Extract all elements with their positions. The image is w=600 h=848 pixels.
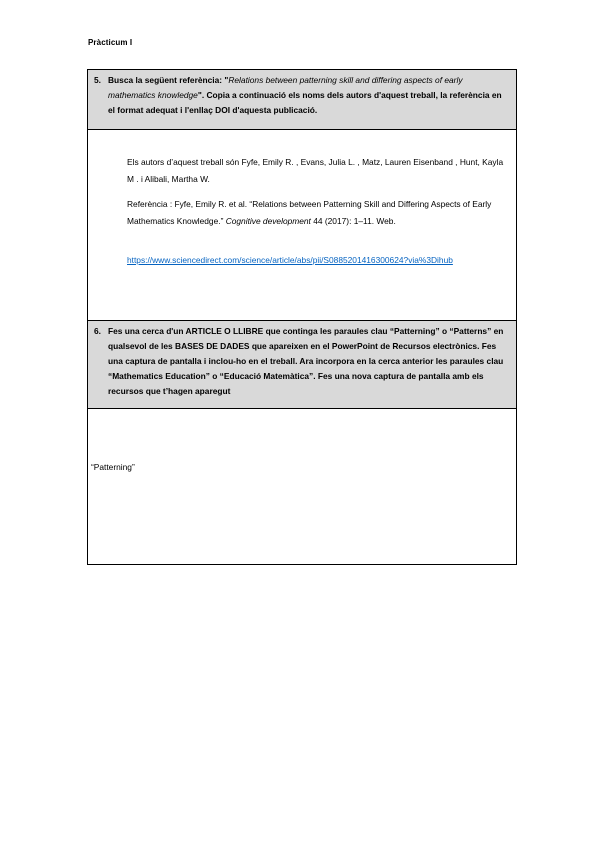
reference-paragraph <box>127 196 512 230</box>
answer-6 <box>88 409 516 564</box>
doi-paragraph <box>127 252 512 269</box>
question-text <box>108 73 506 127</box>
question-6 <box>88 321 516 409</box>
question-text-part: ". Copia a continuació els noms dels autors d'aquest treball, la referència en el format adequat i l'enllaç DOI d'aquesta publicació. <box>108 90 502 115</box>
exercise-table <box>87 69 517 565</box>
reference-text: Referència : Fyfe, Emily R. et al. “Relations between Patterning Skill and Differing Aspects of Early Mathematics Knowledge.” <box>127 199 492 226</box>
question-text: Fes una cerca d'un ARTICLE O LLIBRE que continga les paraules clau “Patterning” o “Patterns” en qualsevol de les BASES DE DADES que apareixen en el PowerPoint de Recursos electrònics. Fes una captura de pantalla i inclou-ho en el treball. Ara incorpora en la cerca anterior les paraules clau “Mathematics Education” o “Educació Matemàtica”. Fes una nova captura de pantalla amb els recursos que t’hagen aparegut <box>108 326 504 396</box>
answer-text: “Patterning” <box>91 462 135 472</box>
question-text-part: Busca la següent referència: " <box>108 75 229 85</box>
question-number: 6. <box>94 326 101 336</box>
page-header: Pràcticum I <box>88 38 133 47</box>
question-5 <box>88 70 516 130</box>
authors-paragraph: Els autors d’aquest treball són Fyfe, Emily R. , Evans, Julia L. , Matz, Lauren Eisenband , Hunt, Kayla M . i Alibali, Martha W. <box>127 157 504 184</box>
question-number: 5. <box>94 75 101 85</box>
reference-text: 44 (2017): 1–11. Web. <box>310 216 396 226</box>
answer-5 <box>88 130 516 321</box>
reference-title: Relations between patterning skill and differing aspects of early mathematics knowledge <box>108 75 463 100</box>
doi-link[interactable]: https://www.sciencedirect.com/science/article/abs/pii/S0885201416300624?via%3Dihub <box>127 255 453 265</box>
journal-name: Cognitive development <box>225 216 311 226</box>
